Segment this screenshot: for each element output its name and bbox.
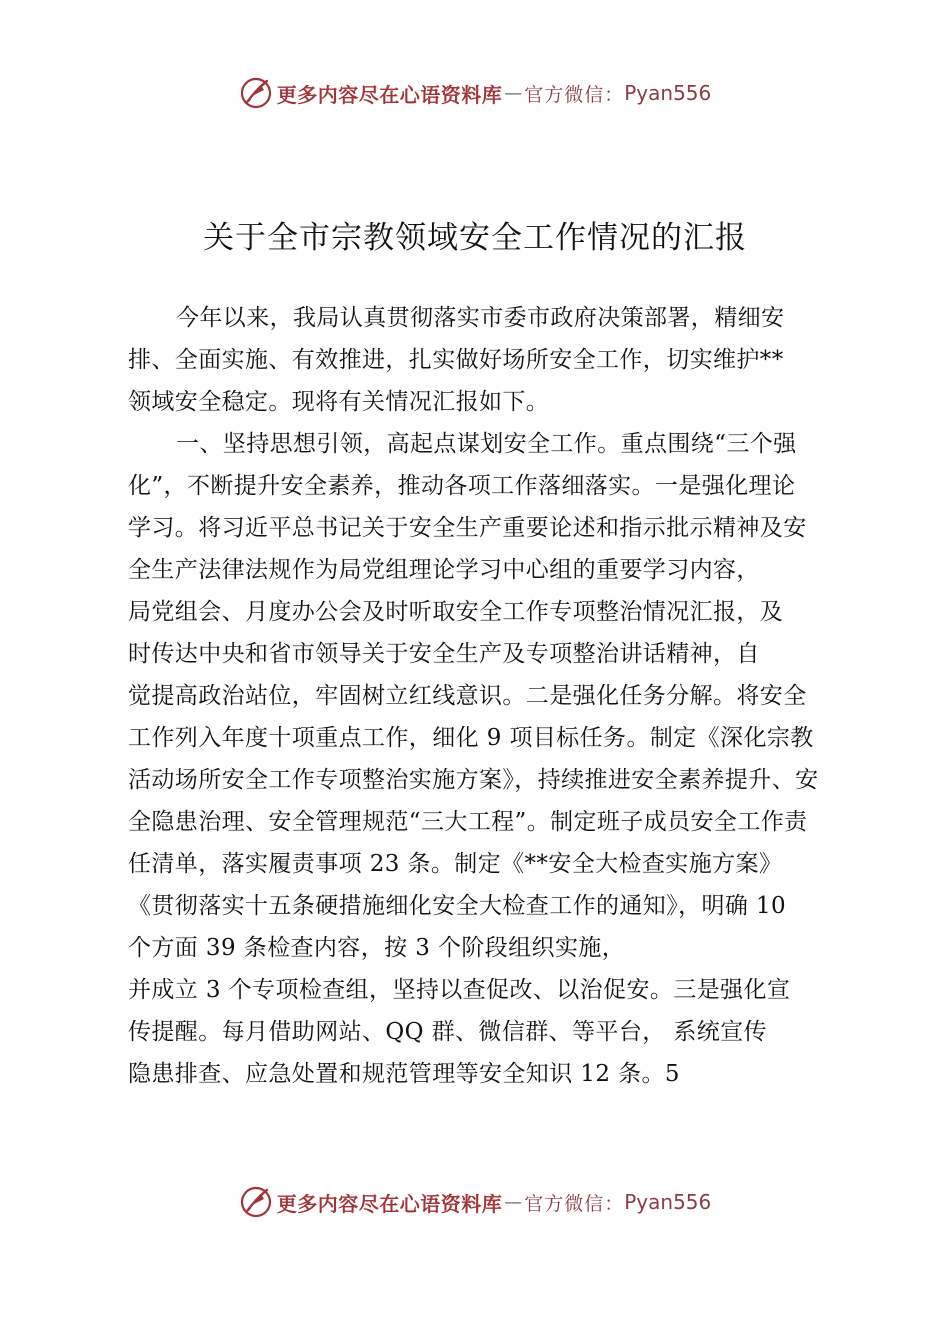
body-line: 传提醒。每月借助网站、QQ 群、微信群、等平台， 系统宣传 (128, 1019, 767, 1045)
body-line: 个方面 39 条检查内容，按 3 个阶段组织实施， (128, 935, 626, 961)
body-line: 全生产法律法规作为局党组理论学习中心组的重要学习内容， (128, 557, 760, 583)
watermark-wechat-id: Pyan556 (624, 81, 712, 105)
body-line: 排、全面实施、有效推进，扎实做好场所安全工作，切实维护** (128, 347, 784, 373)
document-title: 关于全市宗教领域安全工作情况的汇报 (203, 220, 747, 256)
body-line: 学习。将习近平总书记关于安全生产重要论述和指示批示精神及安 (128, 515, 807, 541)
header-watermark (0, 73, 950, 113)
watermark-main-text: 更多内容尽在心语资料库 (276, 1191, 503, 1216)
body-line: 时传达中央和省市领导关于安全生产及专项整治讲话精神，自 (128, 641, 760, 667)
watermark-wechat-id: Pyan556 (624, 1190, 712, 1214)
watermark-dash: — (504, 82, 523, 104)
body-line: 全隐患治理、安全管理规范“三大工程”。制定班子成员安全工作责 (128, 809, 808, 835)
body-line: 觉提高政治站位，牢固树立红线意识。二是强化任务分解。将安全 (128, 683, 807, 709)
watermark-sub-text: 官方微信： (524, 1192, 625, 1215)
quill-logo-icon (239, 1185, 273, 1219)
body-line: 任清单，落实履责事项 23 条。制定《**安全大检查实施方案》 (128, 851, 783, 877)
document-body (128, 297, 848, 1095)
body-line: 化”，不断提升安全素养，推动各项工作落细落实。一是强化理论 (128, 473, 796, 499)
watermark-sub-text: 官方微信： (524, 83, 625, 106)
body-line: 工作列入年度十项重点工作，细化 9 项目标任务。制定《深化宗教 (128, 725, 814, 751)
body-line: 今年以来，我局认真贯彻落实市委市政府决策部署，精细安 (176, 305, 785, 331)
watermark-dash: — (504, 1191, 523, 1213)
body-line: 局党组会、月度办公会及时听取安全工作专项整治情况汇报，及 (128, 599, 784, 625)
body-line: 隐患排查、应急处置和规范管理等安全知识 12 条。5 (128, 1061, 680, 1087)
footer-watermark (0, 1182, 950, 1222)
body-line: 领域安全稳定。现将有关情况汇报如下。 (128, 389, 550, 415)
watermark-main-text: 更多内容尽在心语资料库 (276, 82, 503, 107)
body-line: 《贯彻落实十五条硬措施细化安全大检查工作的通知》，明确 10 (128, 893, 787, 919)
body-line: 一、坚持思想引领，高起点谋划安全工作。重点围绕“三个强 (176, 431, 797, 457)
body-line: 活动场所安全工作专项整治实施方案》，持续推进安全素养提升、安 (128, 767, 819, 793)
quill-logo-icon (239, 76, 273, 110)
body-line: 并成立 3 个专项检查组，坚持以查促改、以治促安。三是强化宣 (128, 977, 791, 1003)
